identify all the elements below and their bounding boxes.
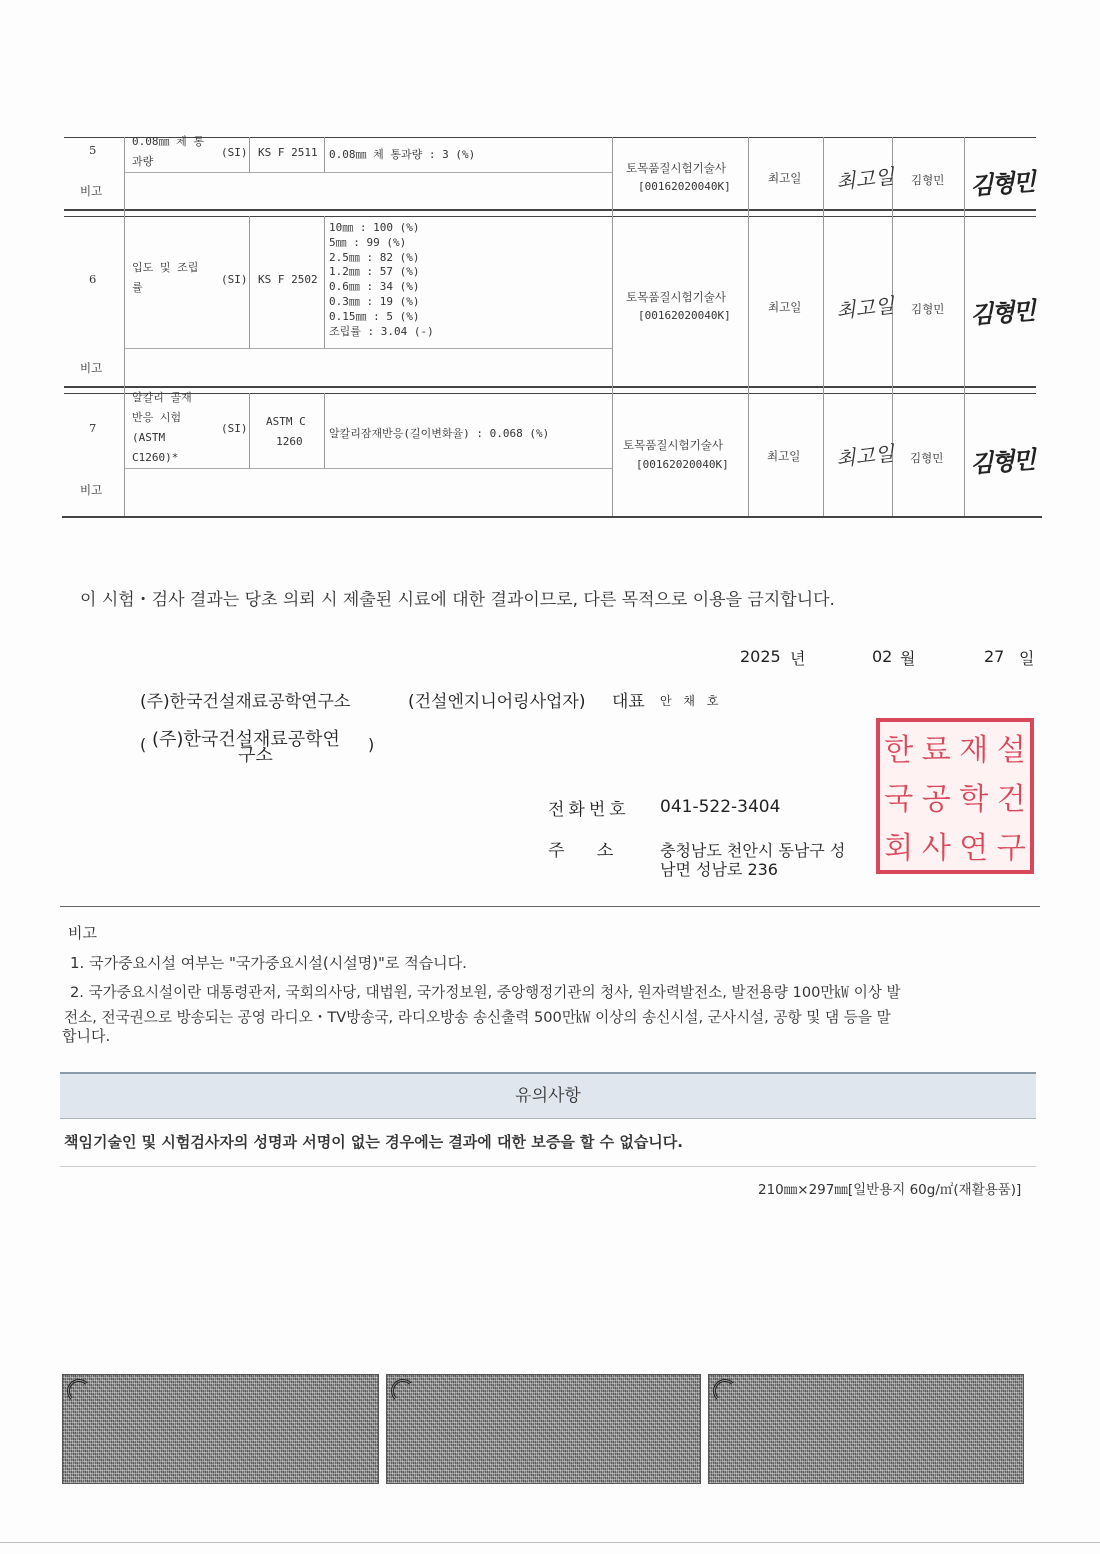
- page-bottom-edge: [0, 1542, 1100, 1543]
- table-rule: [324, 137, 325, 172]
- qualification-number: [00162020040K]: [638, 309, 731, 322]
- si-unit: (SI): [221, 273, 248, 286]
- test-item-line: 반응 시험: [132, 411, 182, 424]
- test-item-line: (ASTM: [132, 431, 166, 444]
- test-item: [132, 258, 198, 298]
- address-line1: 충청남도 천안시 동남구 성: [660, 841, 846, 860]
- name-open-paren: (: [140, 735, 147, 754]
- table-rule: [612, 137, 613, 516]
- tester-signature: 최고일: [835, 164, 896, 194]
- test-item-line: 률: [132, 281, 143, 294]
- test-item: [132, 388, 192, 468]
- tester-name: 최고일: [768, 300, 802, 314]
- security-pattern: [386, 1374, 701, 1484]
- seal-characters: [880, 722, 1030, 870]
- table-rule: [124, 468, 612, 469]
- remark-label: 비고: [80, 361, 103, 375]
- qualification-number: [00162020040K]: [636, 458, 729, 471]
- usage-statement: 이 시험・검사 결과는 당초 의뢰 시 제출된 시료에 대한 결과이므로, 다른 목적으로 이용을 금지합니다.: [80, 590, 835, 610]
- technician-name: 김형민: [911, 302, 945, 316]
- seal-char: 국: [884, 781, 914, 817]
- note-line: 전소, 전국권으로 방송되는 공영 라디오・TV방송국, 라디오방송 송신출력 500만㎾ 이상의 송신시설, 군사시설, 공항 및 댐 등을 말: [64, 1009, 891, 1026]
- table-rule: [124, 348, 612, 349]
- note-line: 1. 국가중요시설 여부는 "국가중요시설(시설명)"로 적습니다.: [70, 954, 467, 972]
- table-rule: [64, 216, 1036, 217]
- row-number: 7: [89, 421, 97, 435]
- representative-name: 안 채 호: [660, 694, 723, 708]
- test-method: [266, 412, 306, 452]
- result-line: 1.2㎜ : 57 (%): [329, 265, 420, 279]
- technician-name: 김형민: [911, 173, 945, 187]
- phone-number: 041-522-3404: [660, 797, 781, 817]
- seal-char: 회: [884, 831, 914, 867]
- table-rule: [823, 137, 824, 516]
- pattern-mark-icon: [67, 1379, 91, 1403]
- table-rule: [249, 393, 250, 468]
- date-month: 02: [872, 647, 893, 666]
- test-method: KS F 2502: [258, 273, 318, 286]
- table-rule: [64, 393, 1036, 394]
- test-result: [329, 221, 434, 339]
- technician-signature: 김형민: [969, 444, 1035, 479]
- table-rule: [62, 516, 1042, 518]
- si-unit: (SI): [221, 146, 248, 159]
- seal-char: 공: [921, 781, 951, 817]
- remark-label: 비고: [80, 483, 103, 497]
- note-line: 2. 국가중요시설이란 대통령관저, 국회의사당, 대법원, 국가정보원, 중앙행정기관의 청사, 원자력발전소, 발전용량 100만㎾ 이상 발: [70, 984, 901, 1001]
- method-line: 1260: [276, 435, 303, 448]
- test-item-line: 알칼리 골재: [132, 391, 192, 404]
- test-method: KS F 2511: [258, 146, 318, 159]
- seal-char: 료: [921, 732, 951, 768]
- address-label: 주 소: [548, 841, 614, 861]
- pattern-mark-icon: [391, 1379, 415, 1403]
- note-line: 합니다.: [62, 1027, 111, 1045]
- security-pattern: [62, 1374, 379, 1484]
- company-name-line2: 구소: [238, 745, 273, 766]
- qualification-title: 토목품질시험기술사: [626, 290, 726, 304]
- caution-text: 책임기술인 및 시험검사자의 성명과 서명이 없는 경우에는 결과에 대한 보증을 할 수 없습니다.: [64, 1133, 683, 1151]
- phone-label: 전화번호: [548, 800, 630, 820]
- section-divider: [60, 906, 1040, 907]
- table-rule: [324, 216, 325, 348]
- result-line: 0.15㎜ : 5 (%): [329, 309, 420, 323]
- table-rule: [64, 137, 1036, 138]
- qualification-number: [00162020040K]: [638, 180, 731, 193]
- section-divider: [60, 1166, 1036, 1167]
- result-line: 10㎜ : 100 (%): [329, 221, 420, 234]
- company-name-line1: (주)한국건설재료공학연: [152, 729, 340, 750]
- qualification-title: 토목품질시험기술사: [626, 161, 726, 175]
- remark-label: 비고: [80, 184, 103, 198]
- table-rule: [124, 172, 612, 173]
- date-year-unit: 년: [790, 649, 806, 668]
- table-rule: [124, 137, 125, 516]
- test-item-line: 0.08㎜ 체 통: [132, 135, 204, 148]
- tester-signature: 최고일: [835, 441, 896, 471]
- date-month-unit: 월: [900, 649, 916, 668]
- method-line: ASTM C: [266, 415, 306, 428]
- notes-title: 비고: [68, 924, 97, 942]
- representative-label: 대표: [612, 692, 645, 712]
- result-line: 조립률 : 3.04 (-): [329, 324, 434, 338]
- test-item-line: C1260)*: [132, 451, 179, 464]
- tester-name: 최고일: [768, 171, 802, 185]
- seal-char: 학: [959, 781, 989, 817]
- row-number: 5: [89, 143, 97, 157]
- table-rule: [64, 209, 1036, 211]
- business-type: (건설엔지니어링사업자): [408, 692, 586, 712]
- seal-char: 구: [996, 831, 1026, 867]
- result-line: 5㎜ : 99 (%): [329, 235, 407, 249]
- technician-signature: 김형민: [969, 295, 1035, 330]
- table-rule: [249, 137, 250, 172]
- company-seal: [876, 718, 1034, 874]
- test-item-line: 입도 및 조립: [132, 261, 199, 274]
- table-rule: [964, 137, 965, 516]
- table-rule: [324, 393, 325, 468]
- seal-char: 건: [996, 781, 1026, 817]
- seal-char: 연: [959, 831, 989, 867]
- date-day-unit: 일: [1019, 649, 1035, 668]
- pattern-mark-icon: [713, 1379, 737, 1403]
- tester-signature: 최고일: [835, 293, 896, 323]
- caution-band: [60, 1072, 1036, 1119]
- technician-name: 김형민: [910, 451, 944, 465]
- paper-spec: 210㎜×297㎜[일반용지 60g/㎡(재활용품)]: [758, 1182, 1022, 1198]
- tester-name: 최고일: [767, 449, 801, 463]
- test-result: 알칼리잠재반응(길이변화율) : 0.068 (%): [329, 427, 550, 440]
- seal-char: 한: [884, 732, 914, 768]
- result-line: 2.5㎜ : 82 (%): [329, 250, 420, 264]
- test-item-line: 과량: [132, 155, 154, 168]
- technician-signature: 김형민: [969, 166, 1035, 201]
- result-line: 0.3㎜ : 19 (%): [329, 294, 420, 308]
- seal-char: 사: [921, 831, 951, 867]
- si-unit: (SI): [221, 422, 248, 435]
- test-item: [132, 132, 204, 172]
- qualification-title: 토목품질시험기술사: [623, 438, 723, 452]
- row-number: 6: [89, 272, 97, 286]
- table-rule: [748, 137, 749, 516]
- result-line: 0.6㎜ : 34 (%): [329, 280, 420, 294]
- date-day: 27: [984, 647, 1005, 666]
- test-result: 0.08㎜ 체 통과량 : 3 (%): [329, 148, 476, 161]
- table-rule: [64, 386, 1036, 388]
- seal-char: 설: [996, 732, 1026, 768]
- address-line2: 남면 성남로 236: [660, 860, 778, 879]
- date-year: 2025: [740, 647, 781, 666]
- security-pattern: [708, 1374, 1024, 1484]
- caution-title: 유의사항: [515, 1086, 581, 1106]
- table-rule: [249, 216, 250, 348]
- company-name: (주)한국건설재료공학연구소: [140, 692, 351, 712]
- name-close-paren: ): [368, 735, 375, 754]
- seal-char: 재: [959, 732, 989, 768]
